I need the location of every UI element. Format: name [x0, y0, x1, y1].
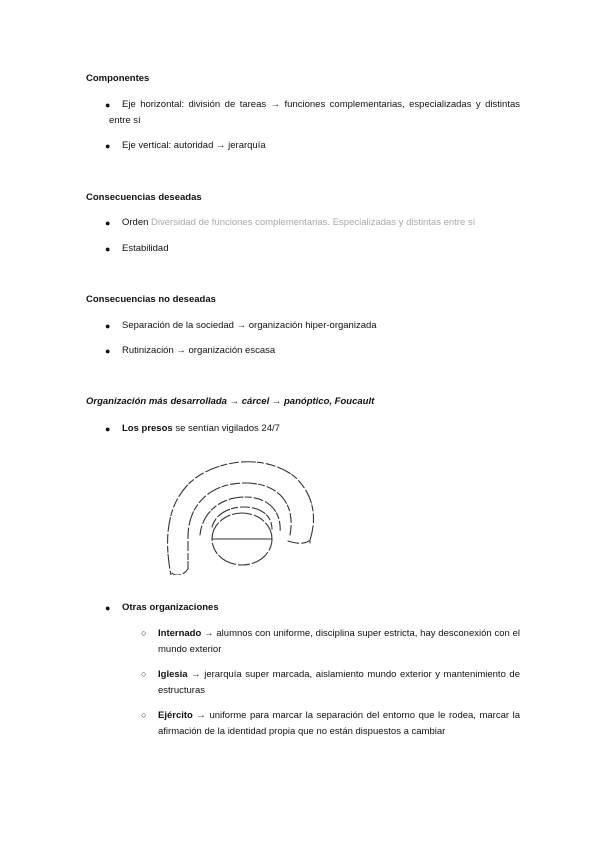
- sub-bullet-circle: ○: [141, 710, 147, 720]
- bullet-dot: ●: [105, 100, 111, 110]
- heading-organizacion-desarrollada: Organización más desarrollada → cárcel → panóptico, Foucault: [86, 396, 375, 407]
- ejercito-rest: → uniforme para marcar la separación del entorno que le rodea, marcar la afirmación de la identidad propia que no están dispuestos a cambiar: [158, 710, 520, 737]
- bullet-dot: ●: [105, 218, 111, 228]
- bullet-dot: ●: [105, 141, 111, 151]
- sub-item-ejercito: [158, 708, 520, 740]
- heading-componentes: Componentes: [86, 73, 150, 84]
- presos-bold: Los presos: [122, 423, 173, 434]
- heading-consecuencias-deseadas: Consecuencias deseadas: [86, 192, 202, 203]
- sketch-right-end: [288, 540, 310, 543]
- list-item-eje-vertical: Eje vertical: autoridad → jerarquía: [122, 140, 266, 151]
- sketch-middle-arc: [188, 483, 291, 537]
- sketch-left-end: [172, 537, 188, 575]
- internado-bold: Internado: [158, 628, 202, 639]
- sub-bullet-circle: ○: [141, 669, 147, 679]
- list-item-otras-organizaciones: Otras organizaciones: [122, 602, 219, 613]
- sub-bullet-circle: ○: [141, 628, 147, 638]
- bullet-dot: ●: [105, 346, 111, 356]
- list-item-orden: [122, 215, 520, 231]
- list-item-estabilidad: Estabilidad: [122, 243, 169, 254]
- sketch-outer-arc: [168, 462, 314, 575]
- list-item-eje-horizontal: Eje horizontal: división de tareas → funciones complementarias, especializadas y distintas entre sí: [109, 99, 520, 126]
- bullet-dot: ●: [105, 244, 111, 254]
- list-item-presos: [122, 421, 520, 437]
- presos-rest: se sentían vigilados 24/7: [172, 423, 280, 434]
- sub-item-iglesia: [158, 667, 520, 699]
- iglesia-rest: → jerarquía super marcada, aislamiento mundo exterior y mantenimiento de estructuras: [158, 669, 520, 696]
- panopticon-sketch: [160, 455, 320, 575]
- orden-faded-note: Diversidad de funciones complementarias. Especializadas y distintas entre sí: [151, 217, 476, 228]
- bullet-dot: ●: [105, 424, 111, 434]
- bullet-dot: ●: [105, 321, 111, 331]
- ejercito-bold: Ejército: [158, 710, 193, 721]
- bullet-dot: ●: [105, 603, 111, 613]
- orden-label: Orden: [122, 217, 149, 228]
- list-item-rutinizacion: Rutinización → organización escasa: [122, 345, 276, 356]
- iglesia-bold: Iglesia: [158, 669, 188, 680]
- sketch-inner-arc-2: [212, 507, 272, 529]
- heading-consecuencias-no-deseadas: Consecuencias no deseadas: [86, 294, 216, 305]
- sub-item-internado: [158, 626, 520, 658]
- list-item-separacion: Separación de la sociedad → organización hiper-organizada: [122, 320, 377, 331]
- internado-rest: → alumnos con uniforme, disciplina super estricta, hay desconexión con el mundo exterior: [158, 628, 520, 655]
